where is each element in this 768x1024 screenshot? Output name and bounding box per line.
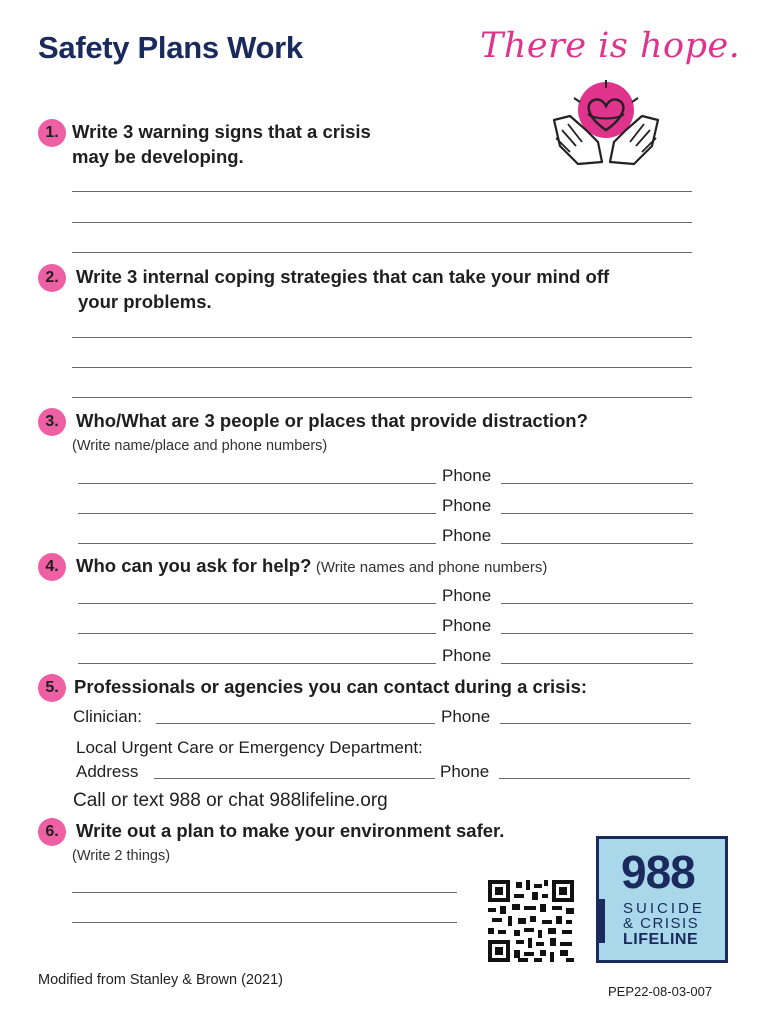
call-988-text: Call or text 988 or chat 988lifeline.org [73, 790, 388, 811]
answer-line[interactable] [72, 191, 692, 192]
address-label: Address [76, 762, 139, 781]
answer-line[interactable] [72, 922, 457, 923]
phone-label: Phone [441, 707, 491, 726]
section-4-text: Who can you ask for help? [76, 555, 312, 576]
section-1-number: 1. [38, 119, 66, 147]
name-line[interactable] [78, 633, 436, 634]
answer-line[interactable] [72, 337, 692, 338]
name-line[interactable] [78, 483, 436, 484]
name-line[interactable] [78, 603, 436, 604]
phone-label: Phone [442, 466, 492, 485]
section-2-question [76, 264, 609, 314]
page-title: Safety Plans Work [38, 30, 303, 65]
phone-line[interactable] [499, 778, 690, 779]
answer-line[interactable] [72, 252, 692, 253]
phone-line[interactable] [501, 513, 693, 514]
footer-code: PEP22-08-03-007 [608, 984, 713, 999]
phone-line[interactable] [501, 633, 693, 634]
section-5-number: 5. [38, 674, 66, 702]
qr-code-icon[interactable] [488, 880, 574, 962]
section-1-line1: Write 3 warning signs that a crisis [72, 121, 371, 142]
section-3-question: Who/What are 3 people or places that provide distraction? [76, 410, 588, 431]
badge-line3: LIFELINE [623, 931, 699, 948]
section-2-line2: your problems. [78, 291, 212, 312]
section-2-line1: Write 3 internal coping strategies that can take your mind off [76, 266, 610, 287]
phone-label: Phone [442, 526, 492, 545]
phone-label: Phone [442, 646, 492, 665]
phone-label: Phone [440, 762, 490, 781]
name-line[interactable] [78, 663, 436, 664]
heart-hands-icon [548, 80, 664, 172]
section-6-question: Write out a plan to make your environment safer. [76, 820, 505, 841]
section-6-instructions: (Write 2 things) [72, 848, 171, 864]
clinician-label: Clinician: [73, 707, 142, 726]
section-1-line2: may be developing. [72, 146, 244, 167]
section-1-question [72, 119, 371, 169]
badge-line2: & CRISIS [623, 915, 700, 932]
badge-number: 988 [621, 846, 695, 898]
section-4-question [76, 553, 547, 578]
phone-line[interactable] [501, 483, 693, 484]
badge-bar [596, 899, 605, 943]
urgent-care-label: Local Urgent Care or Emergency Department: [76, 738, 423, 757]
section-4-number: 4. [38, 553, 66, 581]
tagline: There is hope. [480, 26, 741, 66]
section-3-instructions: (Write name/place and phone numbers) [72, 438, 328, 454]
badge-line1: SUICIDE [623, 900, 705, 917]
answer-line[interactable] [72, 222, 692, 223]
clinician-line[interactable] [156, 723, 435, 724]
section-3-number: 3. [38, 408, 66, 436]
address-line[interactable] [154, 778, 435, 779]
section-6-number: 6. [38, 818, 66, 846]
section-5-question: Professionals or agencies you can contact during a crisis: [74, 676, 588, 697]
answer-line[interactable] [72, 367, 692, 368]
phone-label: Phone [442, 586, 492, 605]
phone-line[interactable] [501, 663, 693, 664]
answer-line[interactable] [72, 892, 457, 893]
phone-line[interactable] [500, 723, 691, 724]
answer-line[interactable] [72, 397, 692, 398]
988-lifeline-badge [596, 836, 728, 963]
phone-label: Phone [442, 616, 492, 635]
section-2-number: 2. [38, 264, 66, 292]
name-line[interactable] [78, 513, 436, 514]
footer-credit: Modified from Stanley & Brown (2021) [38, 972, 283, 988]
phone-line[interactable] [501, 543, 693, 544]
phone-line[interactable] [501, 603, 693, 604]
phone-label: Phone [442, 496, 492, 515]
section-4-instructions: (Write names and phone numbers) [315, 559, 548, 576]
name-line[interactable] [78, 543, 436, 544]
